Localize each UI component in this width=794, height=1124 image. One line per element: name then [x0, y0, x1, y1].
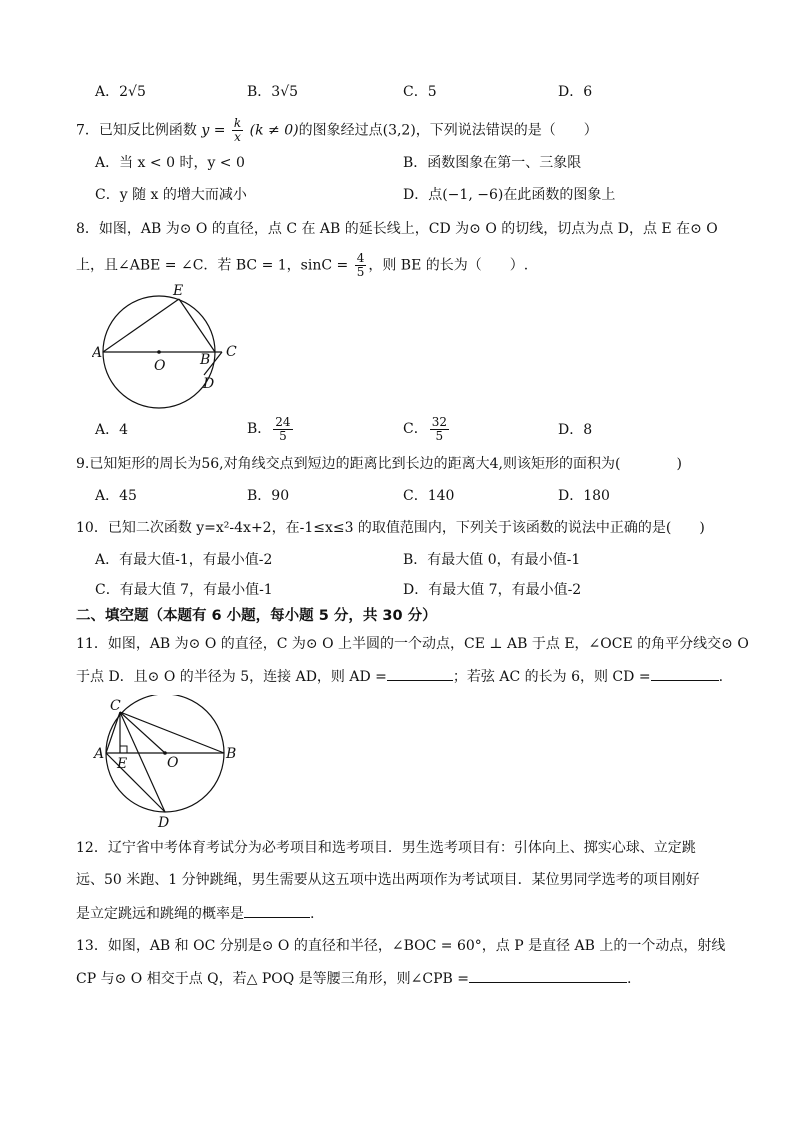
- q7-condition: (k ≠ 0): [249, 122, 299, 139]
- q8-sin-num: 4: [356, 251, 365, 265]
- q11-label-o: O: [167, 755, 179, 771]
- q12-line3-b: .: [310, 906, 315, 922]
- q12-line1: 12．辽宁省中考体育考试分为必考项目和选考项目．男生选考项目有：引体向上、掷实心球、立定跳: [76, 840, 696, 856]
- q9-stem: 9.已知矩形的周长为56,对角线交点到短边的距离比到长边的距离大4,则该矩形的面积为( ): [76, 456, 682, 472]
- q8-option-b-fraction: [273, 416, 292, 443]
- q6-option-d: D．6: [558, 84, 593, 100]
- q8-label-e: E: [173, 283, 184, 299]
- q8-option-d: D．8: [558, 422, 593, 438]
- q8-option-b-prefix: B．: [247, 421, 272, 437]
- q11-line1: 11．如图，AB 为⊙ O 的直径，C 为⊙ O 上半圆的一个动点，CE ⊥ AB 于点 E，∠OCE 的角平分线交⊙ O: [76, 636, 749, 652]
- q6-option-b: B．3√5: [247, 84, 299, 100]
- q12-blank[interactable]: [244, 903, 310, 918]
- q8-option-c: [403, 414, 451, 444]
- q7-fraction: [232, 117, 243, 144]
- q11-right-angle-mark: [120, 746, 127, 753]
- q10-option-a: A．有最大值-1，有最小值-2: [95, 552, 273, 568]
- q8-center-dot: [157, 350, 161, 354]
- q11-line2-a: 于点 D．且⊙ O 的半径为 5，连接 AD，则 AD =: [76, 669, 387, 685]
- q13-line2-a: CP 与⊙ O 相交于点 Q，若△ POQ 是等腰三角形，则∠CPB =: [76, 971, 469, 987]
- q13-line2: [76, 968, 631, 989]
- q11-label-c: C: [110, 698, 121, 714]
- q7-frac-num: k: [233, 116, 242, 130]
- q8-sin-fraction: [355, 252, 367, 279]
- q11-figure: [88, 695, 248, 830]
- q13-line2-b: .: [627, 971, 632, 987]
- q8-label-a: A: [92, 345, 103, 361]
- q10-option-b: B．有最大值 0，有最小值-1: [403, 552, 581, 568]
- section2-title: 二、填空题（本题有 6 小题，每小题 5 分，共 30 分）: [76, 608, 437, 624]
- q11-label-e: E: [117, 756, 128, 772]
- q11-line-ca: [106, 712, 120, 753]
- q6-option-a: A．2√5: [95, 84, 146, 100]
- q10-option-c: C．有最大值 7，有最小值-1: [95, 582, 273, 598]
- q8-option-c-den: 5: [435, 428, 444, 443]
- q9-option-d: D．180: [558, 488, 610, 504]
- q8-label-d: D: [203, 376, 215, 392]
- q7-option-a: A．当 x < 0 时，y < 0: [95, 155, 245, 171]
- q11-blank-ad[interactable]: [387, 666, 453, 681]
- q9-option-c: C．140: [403, 488, 455, 504]
- q8-sin-den: 5: [356, 265, 365, 279]
- q11-line2-c: .: [718, 669, 724, 685]
- q8-label-o: O: [154, 358, 166, 374]
- q7-option-d: D．点(−1, −6)在此函数的图象上: [403, 187, 616, 203]
- q11-line2: [76, 666, 723, 687]
- q12-line3: [76, 903, 314, 924]
- q8-option-b: [247, 414, 295, 444]
- q8-option-c-num: 32: [431, 414, 447, 429]
- q7-func-lhs: y =: [201, 122, 226, 139]
- q11-blank-cd[interactable]: [651, 666, 719, 681]
- q11-line2-b: ；若弦 AC 的长为 6，则 CD =: [452, 669, 651, 685]
- q8-option-c-prefix: C．: [403, 421, 428, 437]
- q8-label-b: B: [200, 352, 211, 368]
- q8-option-b-num: 24: [275, 414, 291, 429]
- q8-line2-b: ，则 BE 的长为（ ）.: [368, 257, 529, 274]
- q10-stem: 10．已知二次函数 y=x²-4x+2，在-1≤x≤3 的取值范围内，下列关于该函数的说法中正确的是( ): [76, 520, 705, 536]
- q9-option-b: B．90: [247, 488, 290, 504]
- q11-label-d: D: [158, 815, 170, 830]
- q12-line3-a: 是立定跳远和跳绳的概率是: [76, 906, 244, 922]
- q8-line1: 8．如图，AB 为⊙ O 的直径，点 C 在 AB 的延长线上，CD 为⊙ O 的切线，切点为点 D，点 E 在⊙ O: [76, 221, 718, 237]
- q7-stem: [76, 117, 598, 144]
- q8-line-ae: [103, 299, 179, 352]
- q10-option-d: D．有最大值 7，有最小值-2: [403, 582, 582, 598]
- q8-line2: [76, 252, 528, 279]
- q12-line2: 远、50 米跑、1 分钟跳绳，男生需要从这五项中选出两项作为考试项目．某位男同学选考的项目刚好: [76, 872, 700, 888]
- q6-option-c: C．5: [403, 84, 437, 100]
- q7-stem-a: 7．已知反比例函数: [76, 122, 197, 139]
- q8-line2-a: 上，且∠ABE = ∠C．若 BC = 1，sinC =: [76, 257, 349, 274]
- q7-option-b: B．函数图象在第一、三象限: [403, 155, 582, 171]
- q8-label-c: C: [226, 344, 237, 360]
- q8-option-a: A．4: [95, 422, 129, 438]
- q8-line-eb: [179, 299, 215, 352]
- q11-label-a: A: [94, 746, 105, 762]
- q7-frac-den: x: [234, 130, 241, 144]
- q7-option-c: C．y 随 x 的增大而减小: [95, 187, 247, 203]
- q7-stem-b: 的图象经过点(3,2)，下列说法错误的是（ ）: [298, 122, 598, 139]
- q13-line1: 13．如图，AB 和 OC 分别是⊙ O 的直径和半径，∠BOC = 60°，点 P 是直径 AB 上的一个动点，射线: [76, 938, 726, 954]
- q8-option-c-fraction: [430, 416, 449, 443]
- q8-option-b-den: 5: [279, 428, 287, 443]
- q8-figure: [92, 280, 262, 415]
- q11-line-ad: [106, 753, 165, 812]
- q13-blank[interactable]: [469, 968, 627, 983]
- q11-label-b: B: [226, 746, 237, 762]
- q9-option-a: A．45: [95, 488, 137, 504]
